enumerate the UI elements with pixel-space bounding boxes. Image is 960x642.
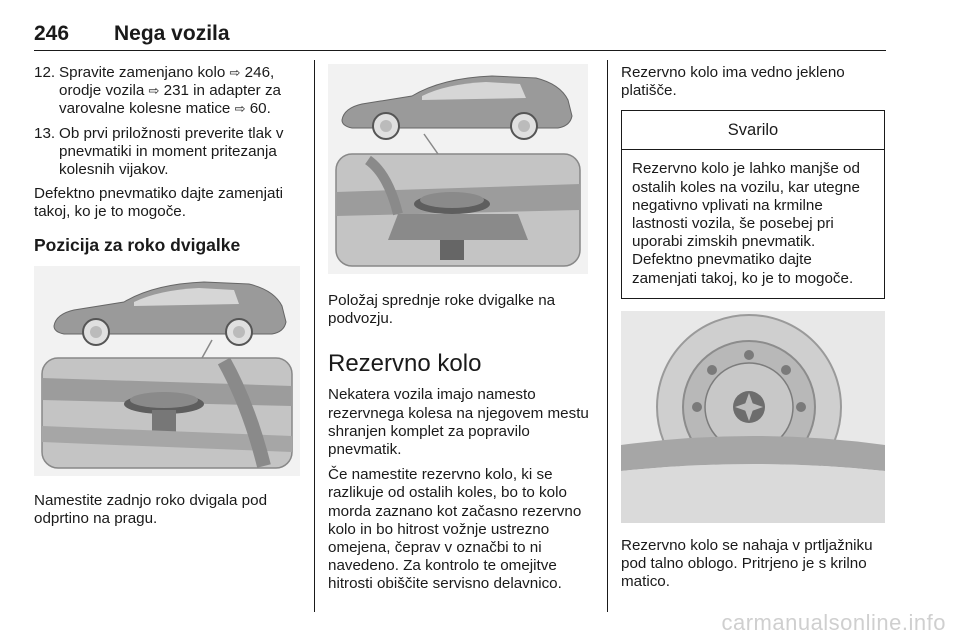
cross-reference-arrow-icon[interactable]: ⇨ bbox=[229, 65, 241, 80]
front-jack-position-illustration bbox=[328, 64, 588, 274]
list-item bbox=[34, 125, 302, 180]
step-text: Ob prvi priložnosti preverite tlak v pnevmatiki in moment pritezanja kolesnih vijakov. bbox=[59, 124, 284, 179]
paragraph: Če namestite rezervno kolo, ki se razlikuje od ostalih koles, bo to kolo morda zaznano kot začasno rezervno kolo in bo hitrost vožnje ustrezno omejena, čeprav v označbi to ni navedeno. Za kontrolo te omejitve hitrosti obiščite servisno delavnico. bbox=[328, 466, 582, 593]
step-number: 13. bbox=[34, 124, 56, 142]
step-number: 12. bbox=[34, 64, 56, 81]
chapter-title: Nega vozila bbox=[114, 22, 230, 45]
warning-box bbox=[621, 110, 885, 298]
page-header bbox=[34, 22, 886, 51]
watermark: carmanualsonline.info bbox=[721, 610, 946, 635]
column-divider bbox=[607, 60, 608, 612]
paragraph: Rezervno kolo ima vedno jekleno platišče. bbox=[621, 64, 845, 100]
rear-jack-position-illustration bbox=[34, 266, 300, 476]
warning-title: Svarilo bbox=[622, 111, 884, 150]
column-divider bbox=[314, 60, 315, 612]
page-number: 246 bbox=[34, 22, 70, 45]
spare-wheel-illustration bbox=[621, 311, 885, 523]
warning-text: Rezervno kolo je lahko manjše od ostalih koles na vozilu, kar utegne negativno vplivati na krmilne lastnosti vozila, še posebej pri uporabi zimskih pnevmatik. Defektno pnevmatiko dajte zamenjati takoj, ko je to mogoče. bbox=[632, 160, 860, 287]
figure-caption: Namestite zadnjo roko dvigala pod odprtino na pragu. bbox=[34, 491, 268, 528]
column-middle bbox=[328, 64, 594, 601]
column-right bbox=[621, 64, 887, 598]
figure-caption: Položaj sprednje roke dvigalke na podvozju. bbox=[328, 292, 556, 328]
list-item: 12. Spravite zamenjano kolo ⇨ 246, orodje vozila ⇨ 231 in adapter za varovalne kolesne matice ⇨ 60. bbox=[34, 64, 281, 118]
column-left bbox=[34, 64, 302, 535]
section-heading: Rezervno kolo bbox=[328, 350, 482, 378]
cross-reference-arrow-icon[interactable]: ⇨ bbox=[148, 83, 160, 99]
paragraph: Defektno pnevmatiko dajte zamenjati takoj, ko je to mogoče. bbox=[34, 185, 284, 221]
figure-caption: Rezervno kolo se nahaja v prtljažniku pod talno oblogo. Pritrjeno je s krilno matico. bbox=[621, 536, 873, 591]
paragraph: Nekatera vozila imajo namesto rezervnega kolesa na njegovem mestu shranjen komplet za popravilo pnevmatik. bbox=[328, 386, 589, 459]
section-heading: Pozicija za roko dvigalke bbox=[34, 234, 241, 255]
cross-reference-arrow-icon[interactable]: ⇨ bbox=[234, 101, 246, 117]
